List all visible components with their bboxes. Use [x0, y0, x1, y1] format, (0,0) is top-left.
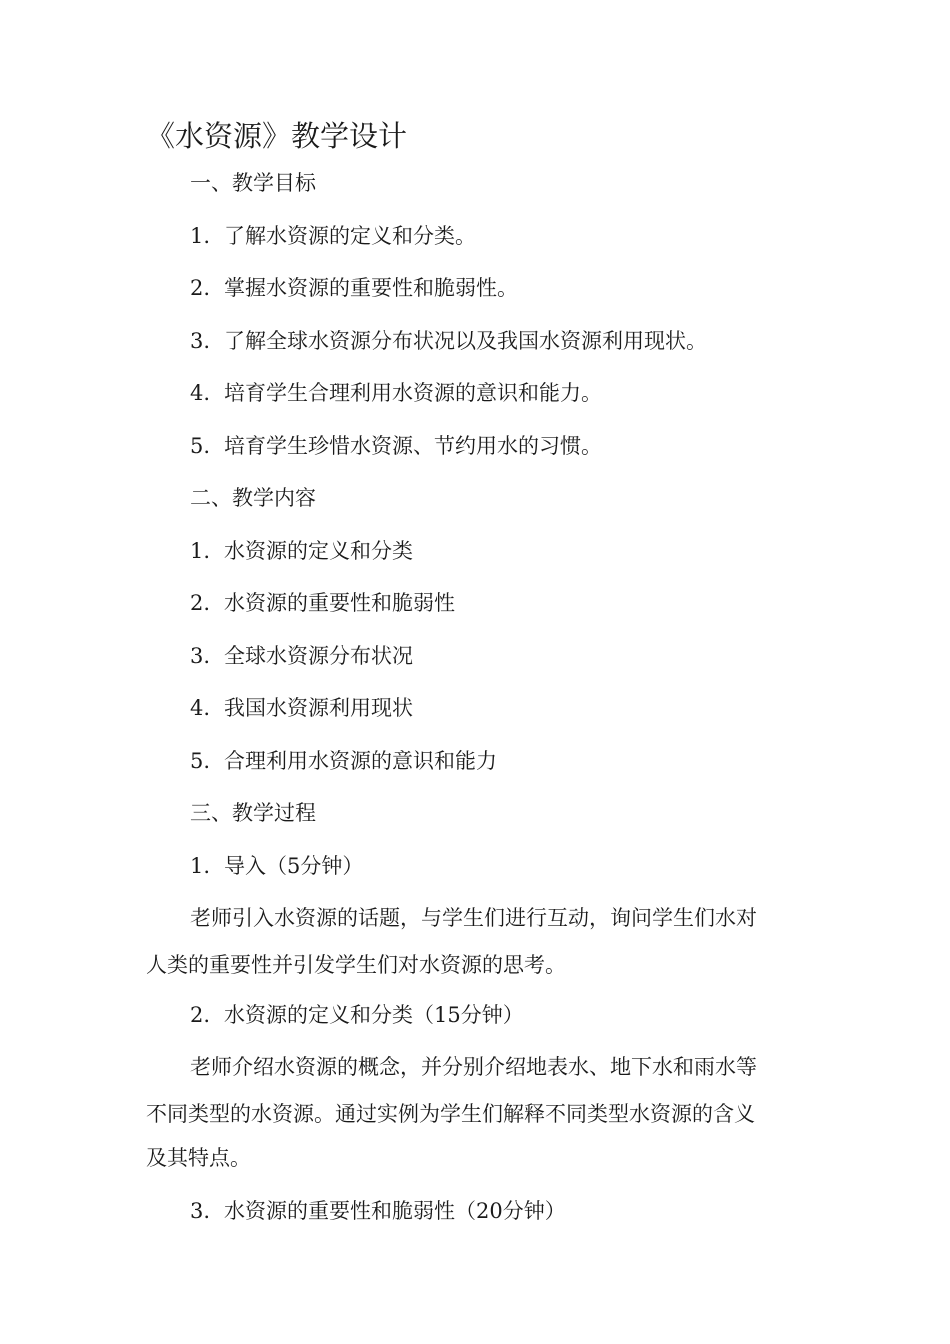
item-text: 合理利用水资源的意识和能力	[224, 749, 497, 773]
paragraph-line: 老师介绍水资源的概念，并分别介绍地表水、地下水和雨水等	[190, 1055, 757, 1079]
content-item	[0, 536, 950, 566]
item-text: 我国水资源利用现状	[224, 696, 413, 720]
step-number: 3.	[190, 1199, 211, 1223]
paragraph-line: 老师引入水资源的话题，与学生们进行互动，询问学生们水对	[190, 906, 757, 930]
item-number: 5.	[190, 434, 211, 458]
section-heading-objectives: 一、教学目标	[190, 171, 316, 195]
item-text: 了解全球水资源分布状况以及我国水资源利用现状。	[224, 329, 707, 353]
paragraph-line: 及其特点。	[146, 1146, 251, 1170]
item-text: 培育学生合理利用水资源的意识和能力。	[224, 381, 602, 405]
objective-item	[0, 221, 950, 251]
objective-item	[0, 273, 950, 303]
item-text: 全球水资源分布状况	[224, 644, 413, 668]
step-title: 水资源的定义和分类（15分钟）	[224, 1003, 524, 1027]
process-step-title	[0, 851, 950, 881]
objective-item	[0, 431, 950, 461]
paragraph-line: 不同类型的水资源。通过实例为学生们解释不同类型水资源的含义	[146, 1102, 755, 1126]
item-number: 3.	[190, 644, 211, 668]
step-number: 2.	[190, 1003, 211, 1027]
paragraph-line: 人类的重要性并引发学生们对水资源的思考。	[146, 953, 566, 977]
process-step-title	[0, 1000, 950, 1030]
objective-item	[0, 378, 950, 408]
item-number: 3.	[190, 329, 211, 353]
step-number: 1.	[190, 854, 211, 878]
content-item	[0, 588, 950, 618]
item-number: 5.	[190, 749, 211, 773]
content-item	[0, 693, 950, 723]
item-text: 培育学生珍惜水资源、节约用水的习惯。	[224, 434, 602, 458]
item-number: 2.	[190, 276, 211, 300]
item-number: 1.	[190, 539, 211, 563]
content-item	[0, 746, 950, 776]
step-title: 导入（5分钟）	[224, 854, 364, 878]
item-text: 了解水资源的定义和分类。	[224, 224, 476, 248]
section-heading-content: 二、教学内容	[190, 486, 316, 510]
step-title: 水资源的重要性和脆弱性（20分钟）	[224, 1199, 566, 1223]
document-title: 《水资源》教学设计	[146, 119, 408, 153]
item-text: 掌握水资源的重要性和脆弱性。	[224, 276, 518, 300]
section-heading-process: 三、教学过程	[190, 801, 316, 825]
process-step-title	[0, 1196, 950, 1226]
content-item	[0, 641, 950, 671]
objective-item	[0, 326, 950, 356]
item-text: 水资源的定义和分类	[224, 539, 413, 563]
item-number: 4.	[190, 696, 211, 720]
item-number: 4.	[190, 381, 211, 405]
item-number: 2.	[190, 591, 211, 615]
item-text: 水资源的重要性和脆弱性	[224, 591, 455, 615]
item-number: 1.	[190, 224, 211, 248]
